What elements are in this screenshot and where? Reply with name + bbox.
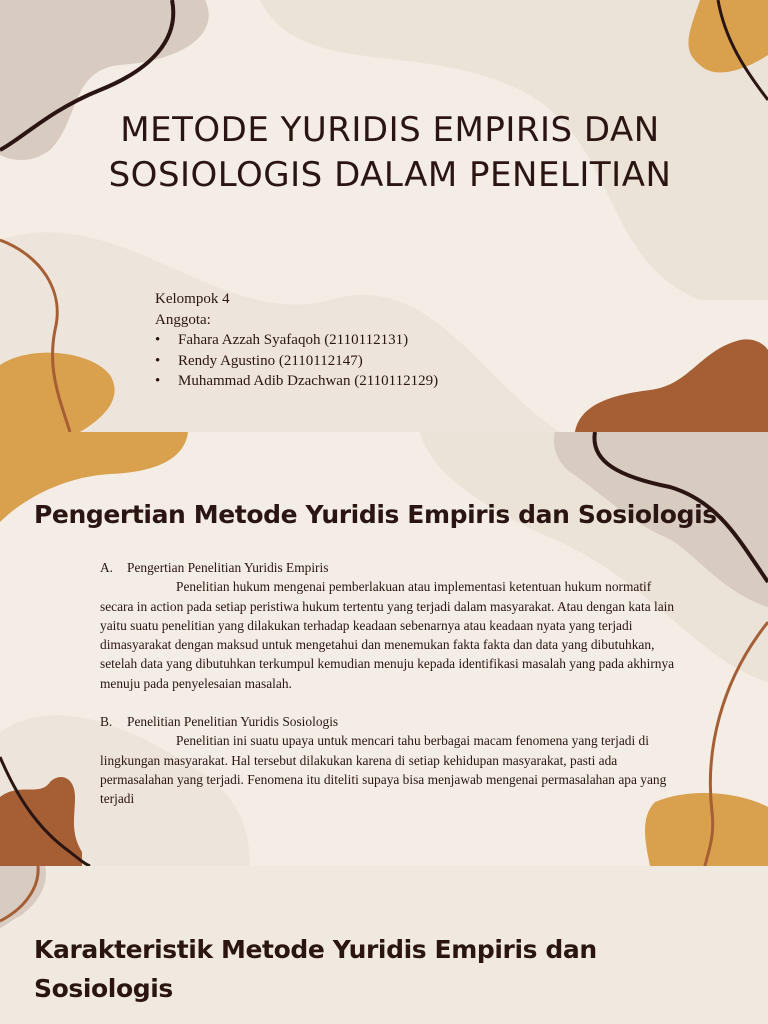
slide-characteristics bbox=[0, 866, 768, 1024]
slide-definition bbox=[0, 432, 768, 866]
section-body bbox=[100, 558, 680, 809]
page-title: METODE YURIDIS EMPIRIS DAN SOSIOLOGIS DALAM PENELITIAN bbox=[108, 110, 672, 195]
members bbox=[155, 330, 438, 392]
member-name: Rendy Agustino (2110112147) bbox=[178, 352, 363, 369]
paragraph: Penelitian ini suatu upaya untuk mencari tahu berbagai macam fenomena yang terjadi di lingkungan masyarakat. Hal tersebut dilakukan karena di setiap kehidupan masyarakat, pasti ada permasalahan yang terjadi. Fenomena itu diteliti supaya bisa menjawab mengenai permasalahan apa yang terjadi bbox=[100, 733, 667, 807]
bullet-icon: • bbox=[155, 373, 161, 389]
subsection-letter: A. bbox=[100, 560, 114, 575]
section-title: Pengertian Metode Yuridis Empiris dan Sosiologis bbox=[34, 500, 717, 529]
subsection-title: Pengertian Penelitian Yuridis Empiris bbox=[127, 560, 329, 575]
bullet-icon: • bbox=[155, 332, 161, 348]
member-name: Fahara Azzah Syafaqoh (2110112131) bbox=[178, 332, 409, 348]
list-item bbox=[155, 330, 438, 351]
group-label: Kelompok 4 bbox=[155, 291, 230, 307]
subsection-heading bbox=[100, 558, 680, 577]
member-list bbox=[155, 289, 438, 392]
list-item bbox=[155, 371, 438, 392]
paragraph: Penelitian hukum mengenai pemberlakuan atau implementasi ketentuan hukum normatif secara in action pada setiap peristiwa hukum tertentu yang terjadi dalam masyarakat. Atau dengan kata lain yaitu suatu penelitian yang dilakukan terhadap keadaan sebenarnya atau keadaan nyata yang terjadi dimasyarakat dengan maksud untuk mengetahui dan menemukan fakta fakta dan data yang dibutuhkan, setelah data yang dibutuhkan terkumpul kemudian menuju kepada identifikasi masalah yang pada akhirnya menuju pada penyelesaian masalah. bbox=[100, 579, 675, 691]
members-label: Anggota: bbox=[155, 311, 211, 328]
list-item bbox=[155, 351, 438, 372]
section-title: Karakteristik Metode Yuridis Empiris dan Sosiologis bbox=[34, 935, 597, 1003]
subsection-title: Penelitian Penelitian Yuridis Sosiologis bbox=[127, 714, 339, 730]
bullet-icon: • bbox=[155, 352, 161, 369]
subsection-heading bbox=[100, 712, 680, 731]
slide-title bbox=[0, 0, 768, 432]
member-name: Muhammad Adib Dzachwan (2110112129) bbox=[178, 373, 439, 389]
subsection-letter: B. bbox=[100, 714, 113, 730]
